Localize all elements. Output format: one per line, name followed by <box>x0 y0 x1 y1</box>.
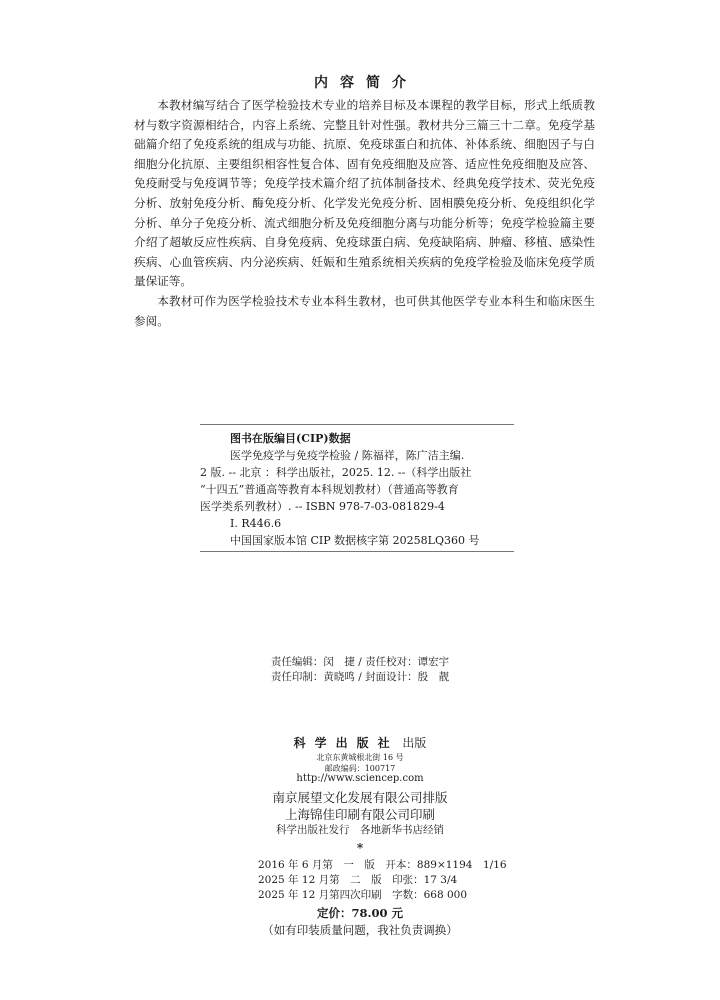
publisher-postcode: 邮政编码：100717 <box>324 764 396 773</box>
publisher-suffix: 出版 <box>402 736 427 750</box>
intro-body <box>134 96 595 331</box>
cip-line: 2 版. -- 北京 ：科学出版社，2025. 12. --（科学出版社 <box>200 466 472 479</box>
notice: （如有印装质量问题，我社负责调换） <box>262 923 458 937</box>
cip-bottom-rule <box>200 551 514 552</box>
publisher-address: 北京东黄城根北街 16 号 <box>316 753 404 762</box>
publisher-name: 科学出版社 <box>293 736 399 750</box>
cip-line: 医学类系列教材）. -- ISBN 978-7-03-081829-4 <box>200 500 445 513</box>
cip-top-rule <box>200 424 514 425</box>
publisher-url: http://www.sciencep.com <box>296 773 424 784</box>
intro-title: 内容简介 <box>314 75 418 91</box>
cip-block <box>200 430 514 549</box>
cip-line: 医学免疫学与免疫学检验 / 陈福祥，陈广洁主编. <box>230 449 465 462</box>
print-info-line: 2025 年 12 月第 二 版 印张：17 3/4 <box>258 874 458 886</box>
intro-paragraph: 本教材编写结合了医学检验技术专业的培养目标及本课程的教学目标，形式上纸质教材与数字资源相结合，内容上系统、完整且针对性强。教材共分三篇三十二章。免疫学基础篇介绍了免疫系统的组成与功能、抗原、免疫球蛋白和抗体、补体系统、细胞因子与白细胞分化抗原、主要组织相容性复合体、固有免疫细胞及应答、适应性免疫细胞及应答、免疫耐受与免疫调节等；免疫学技术篇介绍了抗体制备技术、经典免疫学技术、荧光免疫分析、放射免疫分析、酶免疫分析、化学发光免疫分析、固相膜免疫分析、免疫组织化学分析、单分子免疫分析、流式细胞分析及免疫细胞分离与功能分析等；免疫学检验篇主要介绍了超敏反应性疾病、自身免疫病、免疫球蛋白病、免疫缺陷病、肿瘤、移植、感染性疾病、心血管疾病、内分泌疾病、妊娠和生殖系统相关疾病的免疫学检验及临床免疫学质量保证等。 <box>134 98 595 289</box>
printer: 上海锦佳印刷有限公司印刷 <box>284 807 435 822</box>
intro-paragraph: 本教材可作为医学检验技术专业本科生教材，也可供其他医学专业本科生和临床医生参阅。 <box>134 293 595 328</box>
print-info-line: 2025 年 12 月第四次印刷 字数：668 000 <box>258 889 468 901</box>
distribution: 科学出版社发行 各地新华书店经销 <box>276 824 444 836</box>
publisher-line <box>0 734 720 751</box>
cip-heading: 图书在版编目(CIP)数据 <box>230 432 351 445</box>
separator-star: * <box>356 841 364 855</box>
print-info-line: 2016 年 6 月第 一 版 开本：889×1194 1/16 <box>258 859 507 871</box>
cip-record: 中国国家版本馆 CIP 数据核字第 20258LQ360 号 <box>230 534 480 547</box>
credits-editors: 责任编辑：闵 捷 / 责任校对：谭宏宇 <box>270 656 450 668</box>
cip-classification: Ⅰ. R446.6 <box>230 517 282 530</box>
typesetter: 南京展望文化发展有限公司排版 <box>272 790 448 805</box>
credits-production: 责任印制：黄晓鸣 / 封面设计：殷 靓 <box>270 671 450 683</box>
cip-line: “十四五”普通高等教育本科规划教材）（普通高等教育 <box>200 483 459 496</box>
print-info <box>258 858 507 903</box>
price: 定价：78.00 元 <box>316 906 403 920</box>
